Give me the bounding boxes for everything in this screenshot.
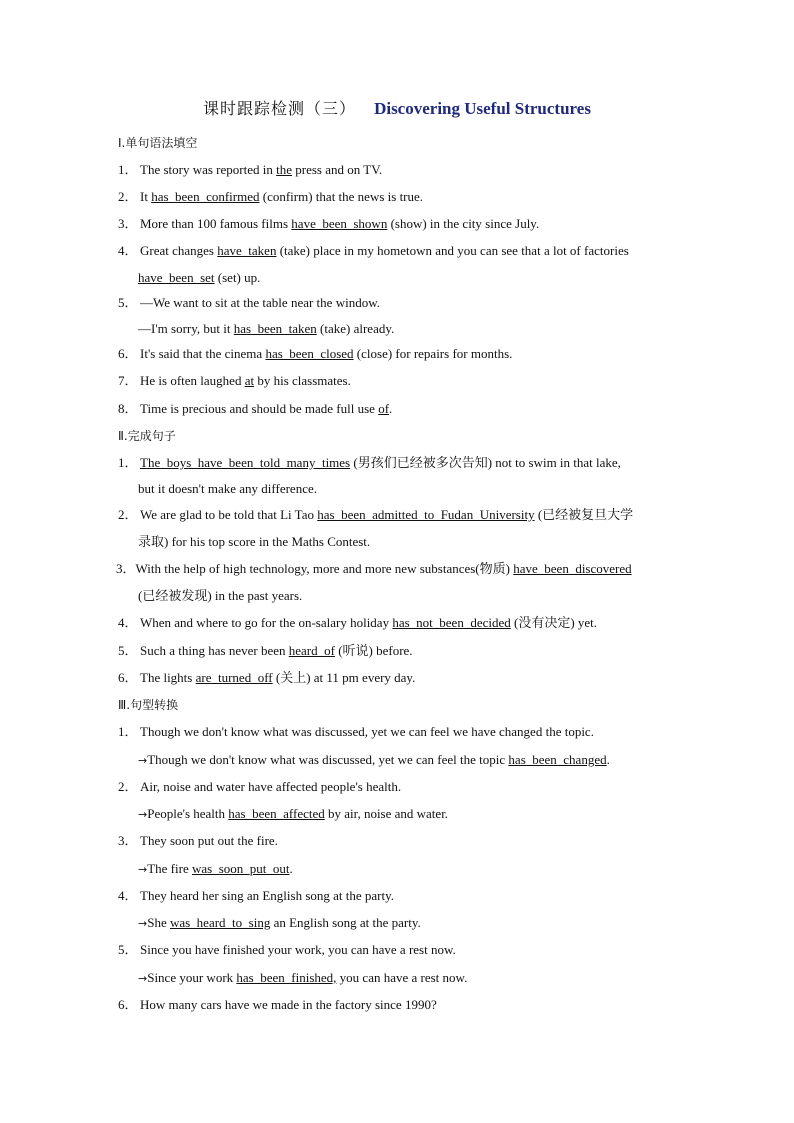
answer: have_been_discovered bbox=[513, 561, 632, 576]
answer: has_been_affected bbox=[228, 806, 325, 821]
answer: at bbox=[244, 373, 255, 388]
question-1-6: 6． It's said that the cinema has_been_closed (close) for repairs for months. bbox=[118, 346, 513, 361]
question-1-8: 8． Time is precious and should be made full use of. bbox=[118, 401, 393, 416]
question-3-3: 3． They soon put out the fire. bbox=[118, 833, 278, 848]
question-2-2-continued: 录取) for his top score in the Maths Contest. bbox=[138, 534, 371, 549]
question-3-3-answer: →The fire was_soon_put_out. bbox=[138, 861, 293, 876]
arrow-icon: → bbox=[138, 808, 148, 821]
question-1-3: 3． More than 100 famous films have_been_shown (show) in the city since July. bbox=[118, 216, 540, 231]
answer: have_been_shown bbox=[291, 216, 388, 231]
question-1-5: 5． —We want to sit at the table near the window. bbox=[118, 295, 380, 310]
answer: have_taken bbox=[217, 243, 277, 258]
arrow-icon: → bbox=[138, 754, 148, 767]
question-1-2: 2． It has_been_confirmed (confirm) that the news is true. bbox=[118, 189, 424, 204]
question-2-1-continued: but it doesn't make any difference. bbox=[138, 481, 317, 496]
question-2-1: 1． The_boys_have_been_told_many_times (男孩们已经被多次告知) not to swim in that lake, bbox=[118, 455, 621, 470]
question-2-6: 6． The lights are_turned_off (关上) at 11 pm every day. bbox=[118, 670, 416, 685]
question-3-5-answer: →Since your work has_been_finished, you can have a rest now. bbox=[138, 970, 468, 985]
question-2-4: 4． When and where to go for the on-salary holiday has_not_been_decided (没有决定) yet. bbox=[118, 615, 598, 630]
question-3-2: 2． Air, noise and water have affected people's health. bbox=[118, 779, 402, 794]
page-title bbox=[0, 96, 794, 119]
answer: has_been_confirmed bbox=[151, 189, 260, 204]
question-2-5: 5． Such a thing has never been heard_of (听说) before. bbox=[118, 643, 413, 658]
title-english: Discovering Useful Structures bbox=[374, 99, 591, 118]
answer: has_been_admitted_to_Fudan_University bbox=[317, 507, 535, 522]
answer: heard_of bbox=[288, 643, 335, 658]
question-3-1-answer: →Though we don't know what was discussed, yet we can feel the topic has_been_changed. bbox=[138, 752, 610, 767]
answer: have_been_set bbox=[138, 270, 215, 285]
answer: of bbox=[378, 401, 390, 416]
question-2-3: 3．With the help of high technology, more and more new substances(物质) have_been_discovered bbox=[116, 561, 632, 576]
question-1-5-reply: —I'm sorry, but it has_been_taken (take) already. bbox=[138, 321, 395, 336]
title-chinese: 课时跟踪检测（三） bbox=[203, 99, 357, 118]
answer: has_not_been_decided bbox=[392, 615, 511, 630]
answer: has_been_taken bbox=[233, 321, 317, 336]
answer: are_turned_off bbox=[195, 670, 273, 685]
answer: has_been_changed bbox=[508, 752, 607, 767]
arrow-icon: → bbox=[138, 863, 148, 876]
answer: has_been_closed bbox=[265, 346, 354, 361]
arrow-icon: → bbox=[138, 972, 148, 985]
question-2-2: 2． We are glad to be told that Li Tao has_been_admitted_to_Fudan_University (已经被复旦大学 bbox=[118, 507, 634, 522]
section-heading-3: Ⅲ.句型转换 bbox=[118, 698, 179, 712]
question-3-6: 6． How many cars have we made in the factory since 1990? bbox=[118, 997, 437, 1012]
answer: was_soon_put_out bbox=[191, 861, 290, 876]
question-3-2-answer: →People's health has_been_affected by air, noise and water. bbox=[138, 806, 449, 821]
question-1-4: 4． Great changes have_taken (take) place in my hometown and you can see that a lot of factories bbox=[118, 243, 629, 258]
answer: was_heard_to_sing bbox=[169, 915, 271, 930]
question-1-4-continued: have_been_set (set) up. bbox=[138, 270, 261, 285]
question-3-5: 5． Since you have finished your work, you can have a rest now. bbox=[118, 942, 456, 957]
question-1-7: 7． He is often laughed at by his classmates. bbox=[118, 373, 351, 388]
question-3-4: 4． They heard her sing an English song at the party. bbox=[118, 888, 395, 903]
section-heading-1: Ⅰ.单句语法填空 bbox=[118, 136, 198, 150]
question-2-3-continued: (已经被发现) in the past years. bbox=[138, 588, 303, 603]
answer: the bbox=[276, 162, 292, 177]
section-heading-2: Ⅱ.完成句子 bbox=[118, 429, 176, 443]
answer: has_been_finished, bbox=[236, 970, 337, 985]
answer: The_boys_have_been_told_many_times bbox=[140, 455, 351, 470]
question-3-4-answer: →She was_heard_to_sing an English song at the party. bbox=[138, 915, 421, 930]
question-1-1: 1． The story was reported in the press and on TV. bbox=[118, 162, 383, 177]
arrow-icon: → bbox=[138, 917, 148, 930]
question-3-1: 1． Though we don't know what was discussed, yet we can feel we have changed the topic. bbox=[118, 724, 594, 739]
